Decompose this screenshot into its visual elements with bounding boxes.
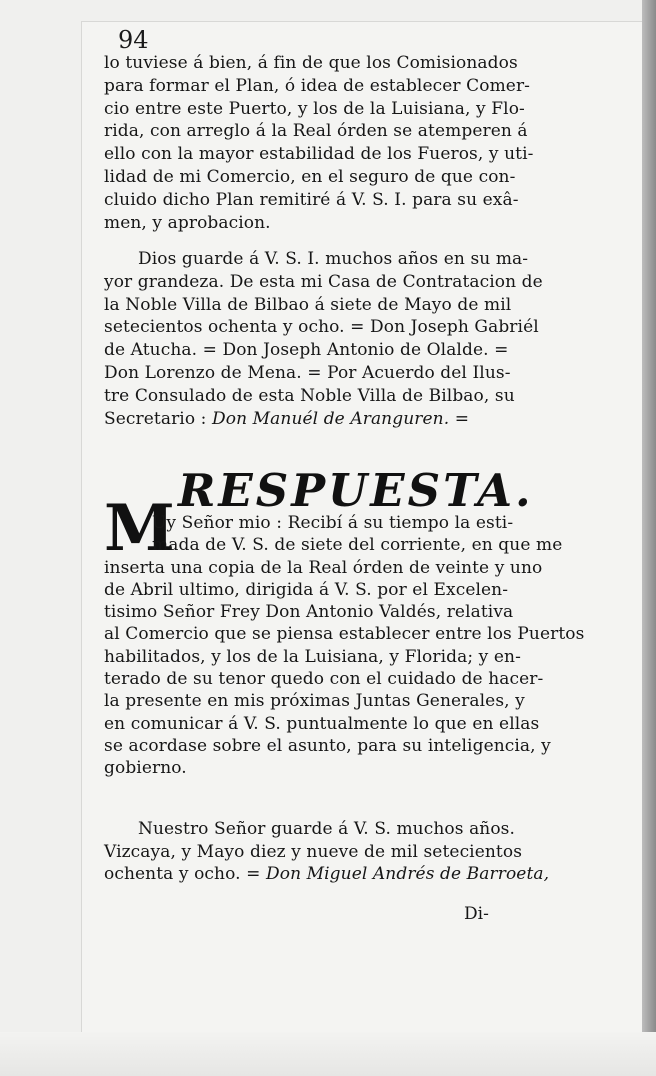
text-line: Don Lorenzo de Mena. = Por Acuerdo del Ilus- (104, 362, 511, 383)
text-line: al Comercio que se piensa establecer entre los Puertos (104, 624, 585, 645)
text-line: se acordase sobre el asunto, para su inteligencia, y (104, 735, 551, 756)
signatory-name: Don Miguel Andrés de Barroeta, (266, 864, 550, 884)
text-line: inserta una copia de la Real órden de veinte y uno (104, 557, 543, 578)
paragraph-letter-close (104, 52, 532, 234)
text-line: Dios guarde á V. S. I. muchos años en su ma- (138, 249, 529, 269)
text-line: Uy Señor mio : Recibí á su tiempo la esti- (152, 513, 514, 533)
paragraph-closing (104, 818, 550, 886)
text-line: yor grandeza. De esta mi Casa de Contratacion de (104, 271, 543, 292)
page-bottom-margin (0, 1032, 656, 1076)
text-line: para formar el Plan, ó idea de establecer Comer- (104, 75, 531, 96)
closing-date-end: ochenta y ocho. = (104, 864, 261, 884)
text-line: setecientos ochenta y ocho. = Don Joseph Gabriél (104, 317, 539, 338)
page-number: 94 (118, 26, 149, 54)
text-line (104, 863, 550, 886)
text-line: cio entre este Puerto, y los de la Luisiana, y Flo- (104, 98, 525, 119)
text-line: tisimo Señor Frey Don Antonio Valdés, relativa (104, 602, 514, 623)
text-line: lidad de mi Comercio, en el seguro de que con- (104, 166, 516, 187)
equals-mark: = (454, 408, 470, 429)
text-line: lo tuviese á bien, á fin de que los Comisionados (104, 53, 518, 73)
page-edge-shadow (642, 0, 656, 1076)
text-line: Nuestro Señor guarde á V. S. muchos años. (138, 819, 516, 839)
paragraph-response (104, 512, 585, 780)
paragraph-signatures (104, 248, 543, 430)
text-line: ello con la mayor estabilidad de los Fueros, y uti- (104, 144, 534, 165)
text-line (104, 408, 532, 431)
text-line: habilitados, y los de la Luisiana, y Florida; y en- (104, 646, 521, 667)
text-line: men, y aprobacion. (104, 212, 271, 233)
text-line: cluido dicho Plan remitiré á V. S. I. para su exâ- (104, 189, 519, 210)
text-line: gobierno. (104, 758, 187, 779)
text-line: terado de su tenor quedo con el cuidado de hacer- (104, 669, 544, 690)
text-line: Vizcaya, y Mayo diez y nueve de mil setecientos (104, 841, 523, 862)
text-line: la presente en mis próximas Juntas Generales, y (104, 691, 525, 712)
text-line: la Noble Villa de Bilbao á siete de Mayo de mil (104, 294, 512, 315)
text-line: en comunicar á V. S. puntualmente lo que en ellas (104, 713, 540, 734)
catchword: Di- (464, 904, 489, 924)
text-line: mada de V. S. de siete del corriente, en que me (152, 535, 563, 556)
text-line: de Atucha. = Don Joseph Antonio de Olalde. = (104, 340, 509, 361)
secretary-label: Secretario : (104, 408, 207, 429)
drop-cap: M (104, 491, 175, 566)
secretary-name: Don Manuél de Aranguren. (212, 408, 450, 429)
section-heading: RESPUESTA. (178, 464, 534, 517)
text-line: de Abril ultimo, dirigida á V. S. por el Excelen- (104, 579, 509, 600)
text-line: rida, con arreglo á la Real órden se atemperen á (104, 121, 528, 142)
text-line: tre Consulado de esta Noble Villa de Bilbao, su (104, 385, 515, 406)
